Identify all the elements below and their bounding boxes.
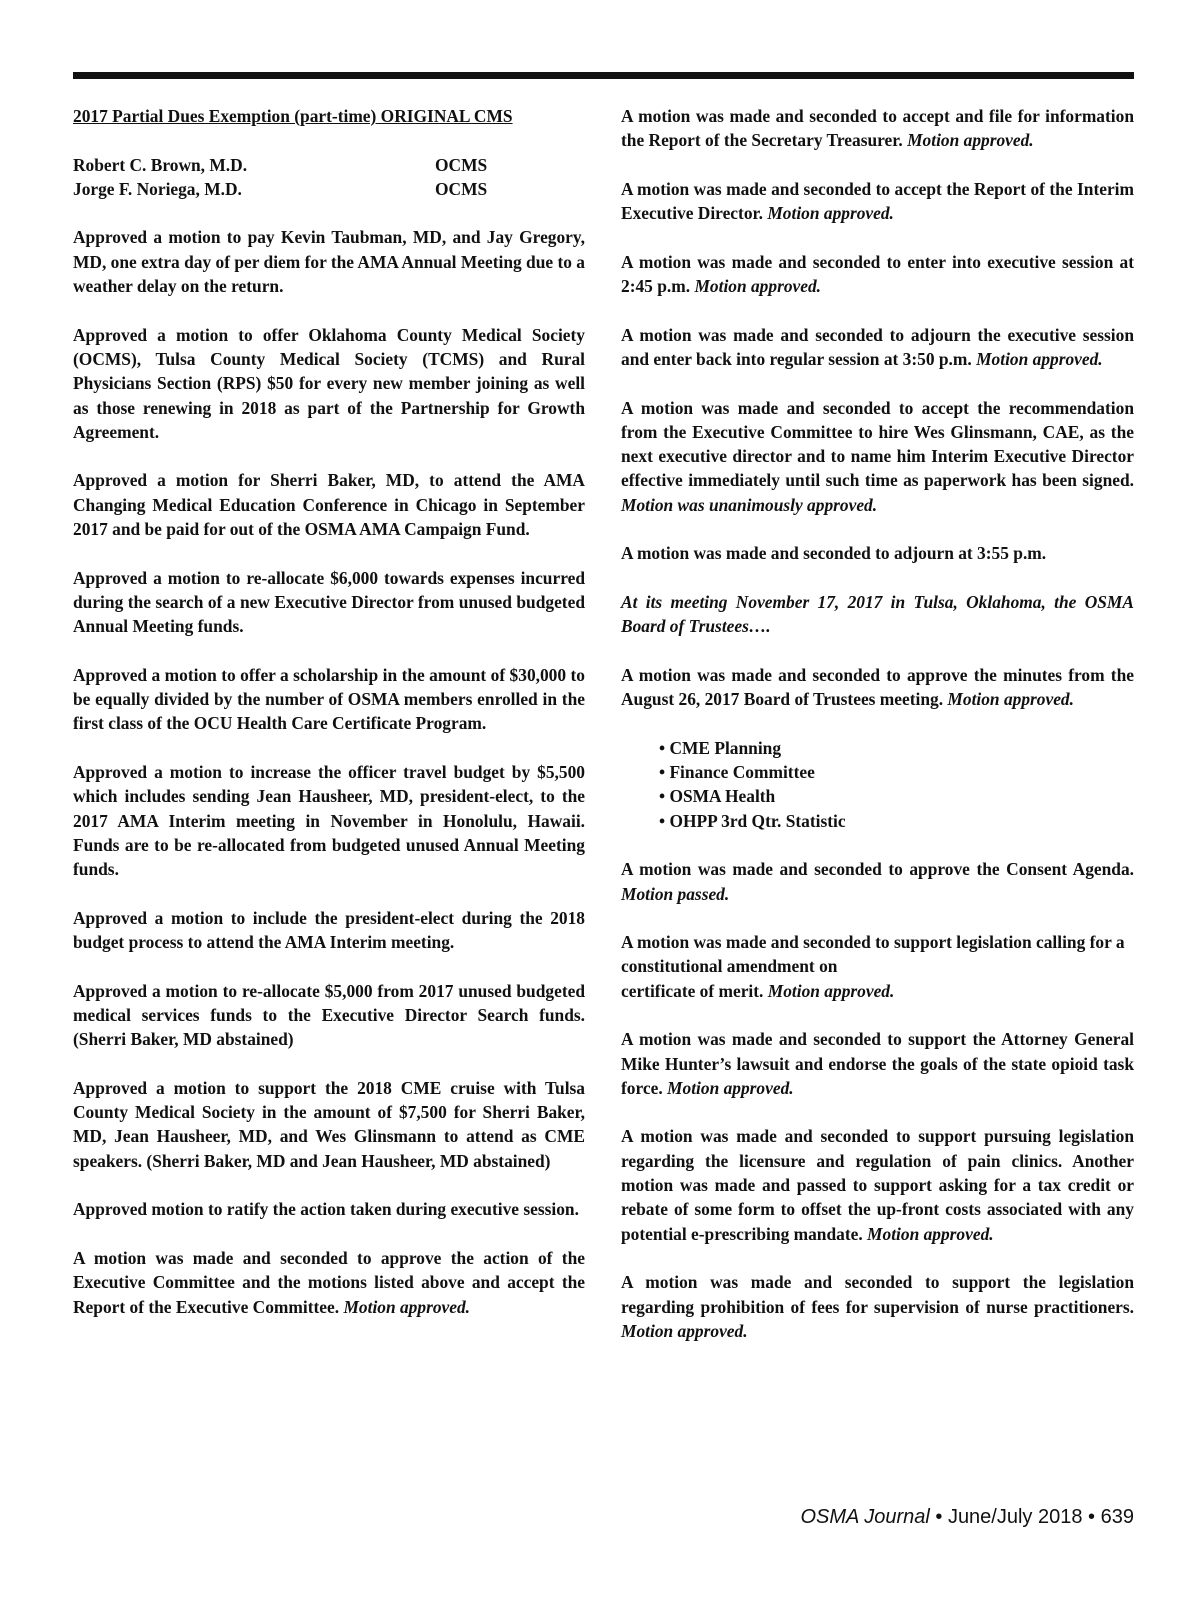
motion-paragraph [621,1270,1134,1343]
motion-paragraph [621,323,1134,372]
motion-result: Motion approved. [907,130,1034,151]
motion-result: Motion passed. [621,883,730,904]
motion-paragraph [621,104,1134,153]
motion-paragraph: Approved a motion for Sherri Baker, MD, to attend the AMA Changing Medical Education Conference in Chicago in September 2017 and be paid for out of the OSMA AMA Campaign Fund. [73,470,585,540]
motion-result: Motion approved. [667,1077,794,1098]
list-item: • CME Planning [659,736,1134,760]
motion-text: certificate of merit. [621,980,764,1001]
motion-text: A motion was made and seconded to accept and file for information the Report of the Secretary Treasurer. [621,106,1134,151]
meeting-intro: At its meeting November 17, 2017 in Tulsa, Oklahoma, the OSMA Board of Trustees…. [621,591,1134,637]
motion-result: Motion was unanimously approved. [621,494,878,515]
motion-paragraph: Approved a motion to offer Oklahoma County Medical Society (OCMS), Tulsa County Medical Society (TCMS) and Rural Physicians Section (RPS) $50 for every new member joining as well as those renewing in 2018 as part of the Partnership for Growth Agreement. [73,324,585,442]
motion-paragraph [621,396,1134,517]
motion-paragraph [621,1124,1134,1245]
motion-text: A motion was made and seconded to enter into executive session at 2:45 p.m. [621,251,1134,297]
motion-text: A motion was made and seconded to approve the action of the Executive Committee and the motions listed above and accept the Report of the Executive Committee. [73,1247,585,1317]
motion-result: Motion approved. [621,1320,748,1341]
top-rule [73,72,1134,79]
motion-result: Motion approved. [947,689,1074,710]
member-society: OCMS [435,154,488,175]
page-footer [700,1506,1134,1529]
motion-text: A motion was made and seconded to approve the Consent Agenda. [621,859,1134,880]
motion-paragraph [621,857,1134,906]
motion-paragraph: Approved a motion to support the 2018 CME cruise with Tulsa County Medical Society in the amount of $7,500 for Sherri Baker, MD, Jean Hausheer, MD, and Wes Glinsmann to attend as CME speakers. (Sherri Baker, MD and Jean Hausheer, MD abstained) [73,1077,585,1171]
journal-name: OSMA Journal [800,1506,930,1528]
motion-paragraph [73,1246,585,1319]
page-number: 639 [1100,1506,1134,1528]
list-item: • OSMA Health [659,784,1134,808]
motion-result: Motion approved. [976,348,1103,369]
issue-date: June/July 2018 [947,1506,1083,1528]
consent-agenda-list [621,736,1134,833]
motion-paragraph: Approved a motion to offer a scholarship in the amount of $30,000 to be equally divided by the number of OSMA members enrolled in the first class of the OCU Health Care Certificate Program. [73,664,585,734]
motion-paragraph [621,177,1134,226]
member-name: Jorge F. Noriega, M.D. [73,178,242,199]
motion-text: A motion was made and seconded to support the Attorney General Mike Hunter’s lawsuit and endorse the goals of the state opioid task force. [621,1029,1134,1098]
footer-separator: • [1088,1506,1096,1528]
motion-result: Motion approved. [343,1296,471,1317]
motion-paragraph: Approved motion to ratify the action taken during executive session. [73,1199,579,1220]
member-row [73,177,585,201]
list-item: • Finance Committee [659,760,1134,784]
motion-text: A motion was made and seconded to accept the Report of the Interim Executive Director. [621,178,1134,224]
list-item: • OHPP 3rd Qtr. Statistic [659,809,1134,833]
motion-text: A motion was made and seconded to support the legislation regarding prohibition of fees for supervision of nurse practitioners. [621,1272,1134,1317]
motion-paragraph: A motion was made and seconded to adjourn at 3:55 p.m. [621,543,1047,564]
motion-paragraph [621,663,1134,712]
right-column [621,104,1134,1367]
motion-result: Motion approved. [867,1223,994,1244]
footer-separator: • [935,1506,943,1528]
motion-text: A motion was made and seconded to accept the recommendation from the Executive Committee to hire Wes Glinsmann, CAE, as the next executive director and to name him Interim Executive Director effective immediately until such time as paperwork has been signed. [621,397,1134,491]
motion-text: A motion was made and seconded to support pursuing legislation regarding the licensure and regulation of pain clinics. Another motion was made and passed to support asking for a tax credit or rebate of some form to offset the up-front costs associated with any potential e-prescribing mandate. [621,1126,1134,1244]
motion-paragraph: Approved a motion to re-allocate $6,000 towards expenses incurred during the search of a new Executive Director from unused budgeted Annual Meeting funds. [73,567,585,637]
motion-paragraph [621,250,1134,299]
motion-paragraph [621,930,1134,1003]
motion-paragraph: Approved a motion to include the president-elect during the 2018 budget process to attend the AMA Interim meeting. [73,907,585,953]
section-heading: 2017 Partial Dues Exemption (part-time) ORIGINAL CMS [73,106,513,126]
motion-paragraph: Approved a motion to re-allocate $5,000 from 2017 unused budgeted medical services funds to the Executive Director Search funds. (Sherri Baker, MD abstained) [73,980,585,1050]
motion-paragraph [621,1027,1134,1100]
left-column [73,104,585,1343]
member-list [73,153,585,202]
motion-text: A motion was made and seconded to approve the minutes from the August 26, 2017 Board of Trustees meeting. [621,664,1134,710]
motion-result: Motion approved. [694,276,822,297]
motion-text: A motion was made and seconded to support legislation calling for a constitutional amendment on [621,932,1125,977]
member-name: Robert C. Brown, M.D. [73,154,248,175]
motion-paragraph: Approved a motion to increase the officer travel budget by $5,500 which includes sending Jean Hausheer, MD, president-elect, to the 2017 AMA Interim meeting in November in Honolulu, Hawaii. Funds are to be re-allocated from budgeted unused Annual Meeting funds. [73,762,585,880]
member-row [73,153,585,177]
member-society: OCMS [435,178,488,199]
motion-paragraph: Approved a motion to pay Kevin Taubman, MD, and Jay Gregory, MD, one extra day of per diem for the AMA Annual Meeting due to a weather delay on the return. [73,227,585,297]
motion-result: Motion approved. [767,203,894,224]
motion-result: Motion approved. [767,980,895,1001]
motion-text: A motion was made and seconded to adjourn the executive session and enter back into regular session at 3:50 p.m. [621,324,1134,369]
